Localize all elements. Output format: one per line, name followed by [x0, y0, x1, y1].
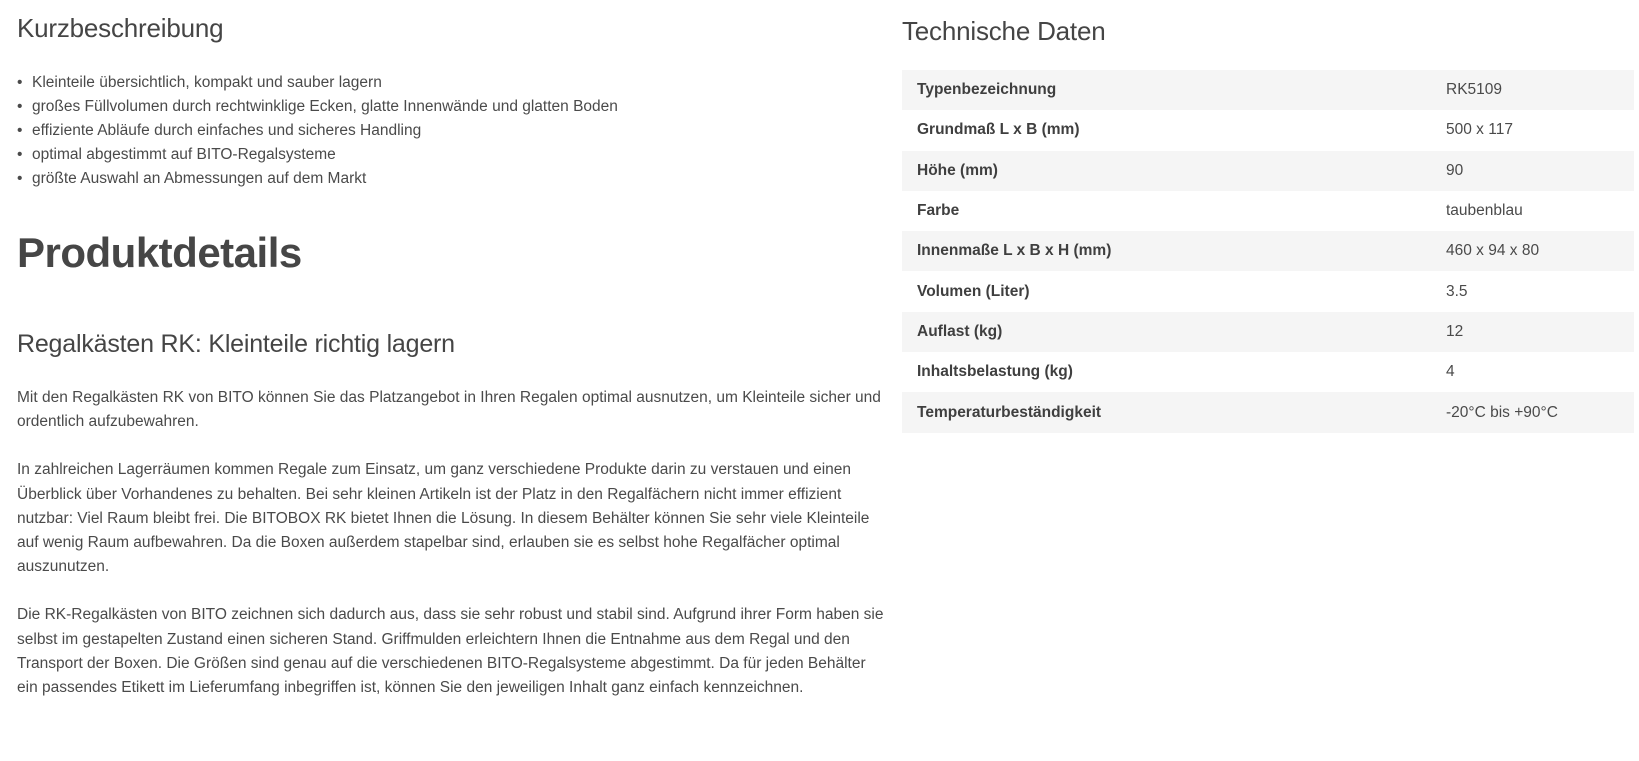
technical-data-table	[902, 70, 1634, 433]
spec-value: RK5109	[1446, 81, 1503, 99]
spec-label: Temperaturbeständigkeit	[917, 403, 1102, 421]
technical-data-heading: Technische Daten	[902, 16, 1106, 46]
list-item-text: effiziente Abläufe durch einfaches und sicheres Handling	[32, 122, 422, 139]
spec-value: 460 x 94 x 80	[1446, 242, 1540, 260]
list-item	[17, 95, 887, 119]
technical-data-column	[902, 0, 1634, 433]
spec-value: -20°C bis +90°C	[1446, 403, 1558, 421]
table-row	[902, 312, 1634, 352]
spec-value: 3.5	[1446, 282, 1468, 300]
table-row	[902, 191, 1634, 231]
bullet-icon: •	[17, 74, 23, 91]
spec-label: Grundmaß L x B (mm)	[917, 121, 1080, 139]
spec-label: Höhe (mm)	[917, 161, 998, 179]
bullet-icon: •	[17, 146, 23, 163]
spec-value: taubenblau	[1446, 202, 1523, 220]
description-paragraph: Die RK-Regalkästen von BITO zeichnen sich dadurch aus, dass sie sehr robust und stabil sind. Aufgrund ihrer Form haben sie selbst im gestapelten Zustand einen sicheren Stand. Griffmulden erleichtern Ihnen die Entnahme aus dem Regal und den Transport der Boxen. Die Größen sind genau auf die verschiedenen BITO-Regalsysteme abgestimmt. Da für jeden Behälter ein passendes Etikett im Lieferumfang inbegriffen ist, können Sie den jeweiligen Inhalt ganz einfach kennzeichnen.	[17, 606, 884, 697]
list-item	[17, 71, 887, 95]
description-paragraph: Mit den Regalkästen RK von BITO können Sie das Platzangebot in Ihren Regalen optimal ausnutzen, um Kleinteile sicher und ordentlich aufzubewahren.	[17, 389, 881, 431]
list-item-text: großes Füllvolumen durch rechtwinklige Ecken, glatte Innenwände und glatten Boden	[32, 98, 618, 115]
table-row	[902, 392, 1634, 432]
product-details-heading: Produktdetails	[17, 229, 302, 276]
list-item	[17, 167, 887, 191]
short-description-heading: Kurzbeschreibung	[17, 13, 224, 43]
list-item	[17, 119, 887, 143]
product-details-subheading: Regalkästen RK: Kleinteile richtig lagern	[17, 330, 455, 358]
spec-label: Innenmaße L x B x H (mm)	[917, 242, 1112, 260]
table-row	[902, 271, 1634, 311]
spec-value: 500 x 117	[1446, 121, 1513, 139]
list-item	[17, 143, 887, 167]
spec-label: Auflast (kg)	[917, 322, 1003, 340]
table-row	[902, 110, 1634, 150]
description-column	[17, 0, 887, 700]
spec-value: 12	[1446, 322, 1464, 340]
bullet-icon: •	[17, 170, 23, 187]
table-row	[902, 231, 1634, 271]
short-description-list	[17, 71, 887, 191]
spec-label: Farbe	[917, 202, 960, 220]
description-paragraph: In zahlreichen Lagerräumen kommen Regale zum Einsatz, um ganz verschiedene Produkte darin zu verstauen und einen Überblick über Vorhandenes zu behalten. Bei sehr kleinen Artikeln ist der Platz in den Regalfächern nicht immer effizient nutzbar: Viel Raum bleibt frei. Die BITOBOX RK bietet Ihnen die Lösung. In diesem Behälter können Sie sehr viele Kleinteile auf wenig Raum aufbewahren. Da die Boxen außerdem stapelbar sind, erlauben sie es selbst hohe Regalfächer optimal auszunutzen.	[17, 461, 870, 576]
table-row	[902, 352, 1634, 392]
spec-value: 4	[1446, 363, 1455, 381]
list-item-text: optimal abgestimmt auf BITO-Regalsysteme	[32, 146, 336, 163]
table-row	[902, 70, 1634, 110]
list-item-text: größte Auswahl an Abmessungen auf dem Markt	[32, 170, 367, 187]
spec-label: Volumen (Liter)	[917, 282, 1030, 300]
spec-label: Inhaltsbelastung (kg)	[917, 363, 1073, 381]
bullet-icon: •	[17, 98, 23, 115]
table-row	[902, 151, 1634, 191]
list-item-text: Kleinteile übersichtlich, kompakt und sauber lagern	[32, 74, 382, 91]
spec-value: 90	[1446, 161, 1464, 179]
spec-label: Typenbezeichnung	[917, 81, 1057, 99]
bullet-icon: •	[17, 122, 23, 139]
